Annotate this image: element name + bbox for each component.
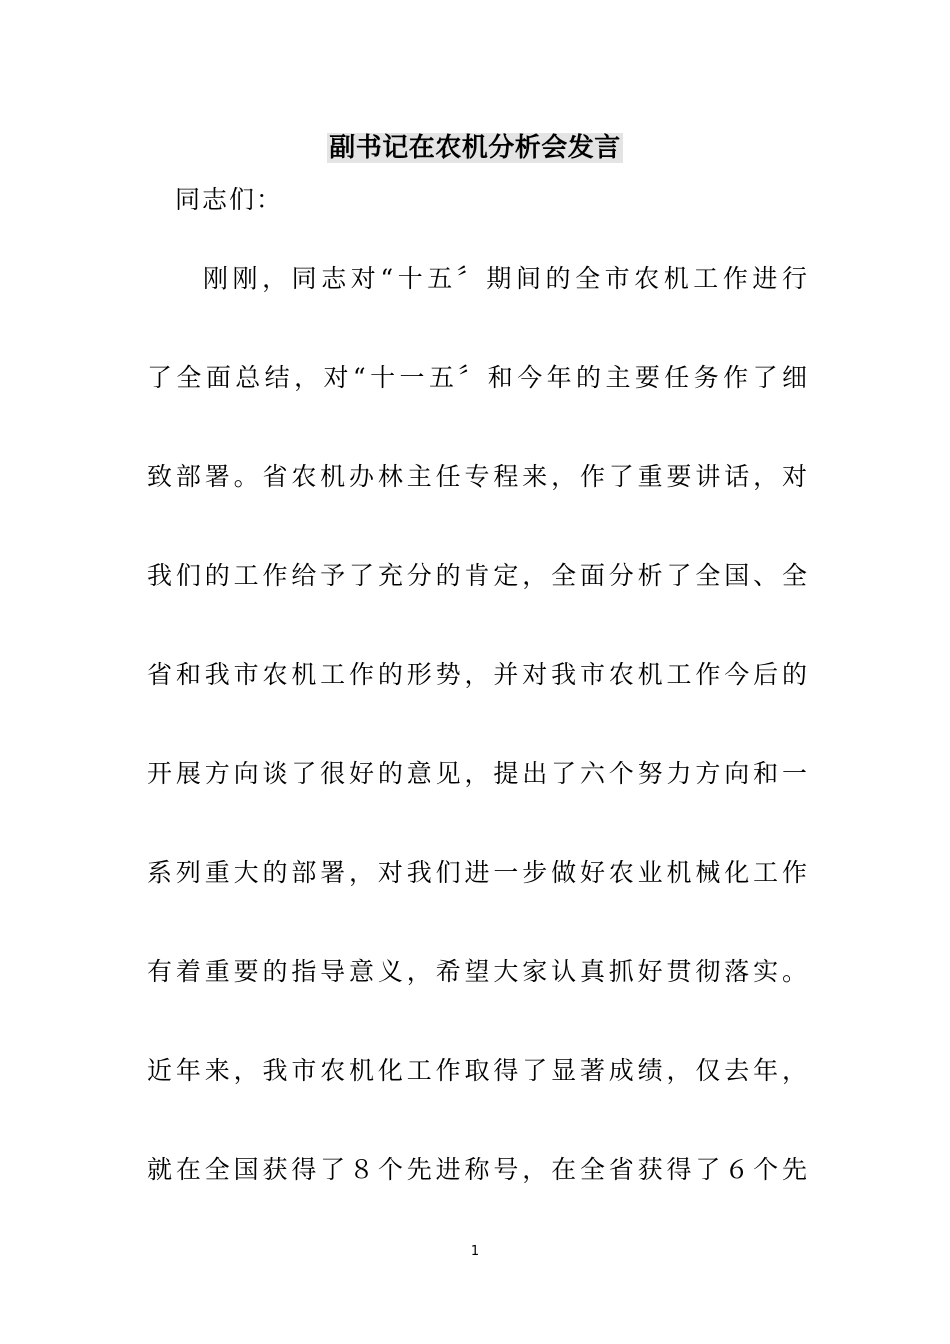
paragraph-line: 近年来，我市农机化工作取得了显著成绩，仅去年， <box>147 1056 807 1085</box>
paragraph-line: 了全面总结，对“十一五〞和今年的主要任务作了细 <box>147 363 807 392</box>
paragraph-line: 致部署。省农机办林主任专程来，作了重要讲话，对 <box>147 462 807 491</box>
paragraph-line: 省和我市农机工作的形势，并对我市农机工作今后的 <box>147 660 807 689</box>
paragraph-line: 有着重要的指导意义，希望大家认真抓好贯彻落实。 <box>147 957 807 986</box>
document-title-text: 副书记在农机分析会发言 <box>329 133 621 163</box>
document-title <box>0 128 950 168</box>
paragraph-line: 刚刚，同志对“十五〞期间的全市农机工作进行 <box>203 264 807 293</box>
paragraph-line: 开展方向谈了很好的意见，提出了六个努力方向和一 <box>147 759 807 788</box>
paragraph-line: 我们的工作给予了充分的肯定，全面分析了全国、全 <box>147 561 807 590</box>
paragraph-line: 就在全国获得了８个先进称号，在全省获得了６个先 <box>147 1155 807 1184</box>
paragraph-line: 系列重大的部署，对我们进一步做好农业机械化工作 <box>147 858 807 887</box>
page-number: 1 <box>470 1244 480 1259</box>
salutation: 同志们： <box>175 185 284 214</box>
